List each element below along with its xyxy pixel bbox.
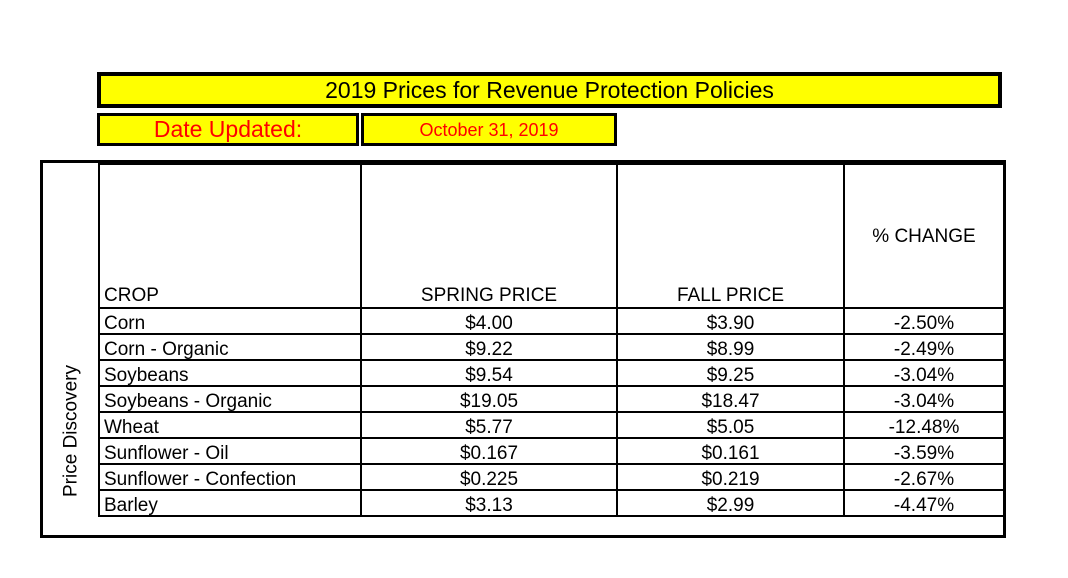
fall-price-cell: $9.25 xyxy=(617,360,844,386)
header-crop: CROP xyxy=(99,164,361,308)
spring-price-cell: $5.77 xyxy=(361,412,617,438)
spring-price-cell: $19.05 xyxy=(361,386,617,412)
percent-change-cell: -12.48% xyxy=(844,412,1004,438)
spring-price-cell: $3.13 xyxy=(361,490,617,516)
percent-change-cell: -2.67% xyxy=(844,464,1004,490)
table-row xyxy=(99,308,1004,334)
table-row xyxy=(99,360,1004,386)
spring-price-cell: $4.00 xyxy=(361,308,617,334)
percent-change-cell: -4.47% xyxy=(844,490,1004,516)
crop-cell: Sunflower - Confection xyxy=(99,464,361,490)
fall-price-cell: $5.05 xyxy=(617,412,844,438)
header-percent-change: % CHANGE xyxy=(844,164,1004,308)
percent-change-cell: -3.59% xyxy=(844,438,1004,464)
spring-price-cell: $0.225 xyxy=(361,464,617,490)
date-updated-value: October 31, 2019 xyxy=(361,113,617,146)
percent-change-cell: -3.04% xyxy=(844,386,1004,412)
table-row xyxy=(99,412,1004,438)
crop-cell: Soybeans - Organic xyxy=(99,386,361,412)
table-row xyxy=(99,464,1004,490)
percent-change-cell: -3.04% xyxy=(844,360,1004,386)
header-fall-price: FALL PRICE xyxy=(617,164,844,308)
price-discovery-label-text: Price Discovery xyxy=(60,365,82,497)
crop-cell: Corn xyxy=(99,308,361,334)
fall-price-cell: $3.90 xyxy=(617,308,844,334)
spring-price-cell: $9.54 xyxy=(361,360,617,386)
percent-change-cell: -2.50% xyxy=(844,308,1004,334)
percent-change-cell: -2.49% xyxy=(844,334,1004,360)
crop-cell: Sunflower - Oil xyxy=(99,438,361,464)
page-title: 2019 Prices for Revenue Protection Policies xyxy=(97,72,1002,108)
crop-cell: Corn - Organic xyxy=(99,334,361,360)
table-row xyxy=(99,438,1004,464)
price-discovery-side-label xyxy=(44,163,98,535)
table-row xyxy=(99,386,1004,412)
price-table xyxy=(98,163,1005,517)
table-row xyxy=(99,334,1004,360)
date-updated-label: Date Updated: xyxy=(97,113,359,146)
fall-price-cell: $0.219 xyxy=(617,464,844,490)
header-spring-price: SPRING PRICE xyxy=(361,164,617,308)
crop-cell: Barley xyxy=(99,490,361,516)
table-header-row xyxy=(99,164,1004,308)
fall-price-cell: $18.47 xyxy=(617,386,844,412)
crop-cell: Soybeans xyxy=(99,360,361,386)
table-row xyxy=(99,490,1004,516)
spring-price-cell: $9.22 xyxy=(361,334,617,360)
fall-price-cell: $8.99 xyxy=(617,334,844,360)
fall-price-cell: $0.161 xyxy=(617,438,844,464)
fall-price-cell: $2.99 xyxy=(617,490,844,516)
spring-price-cell: $0.167 xyxy=(361,438,617,464)
crop-cell: Wheat xyxy=(99,412,361,438)
